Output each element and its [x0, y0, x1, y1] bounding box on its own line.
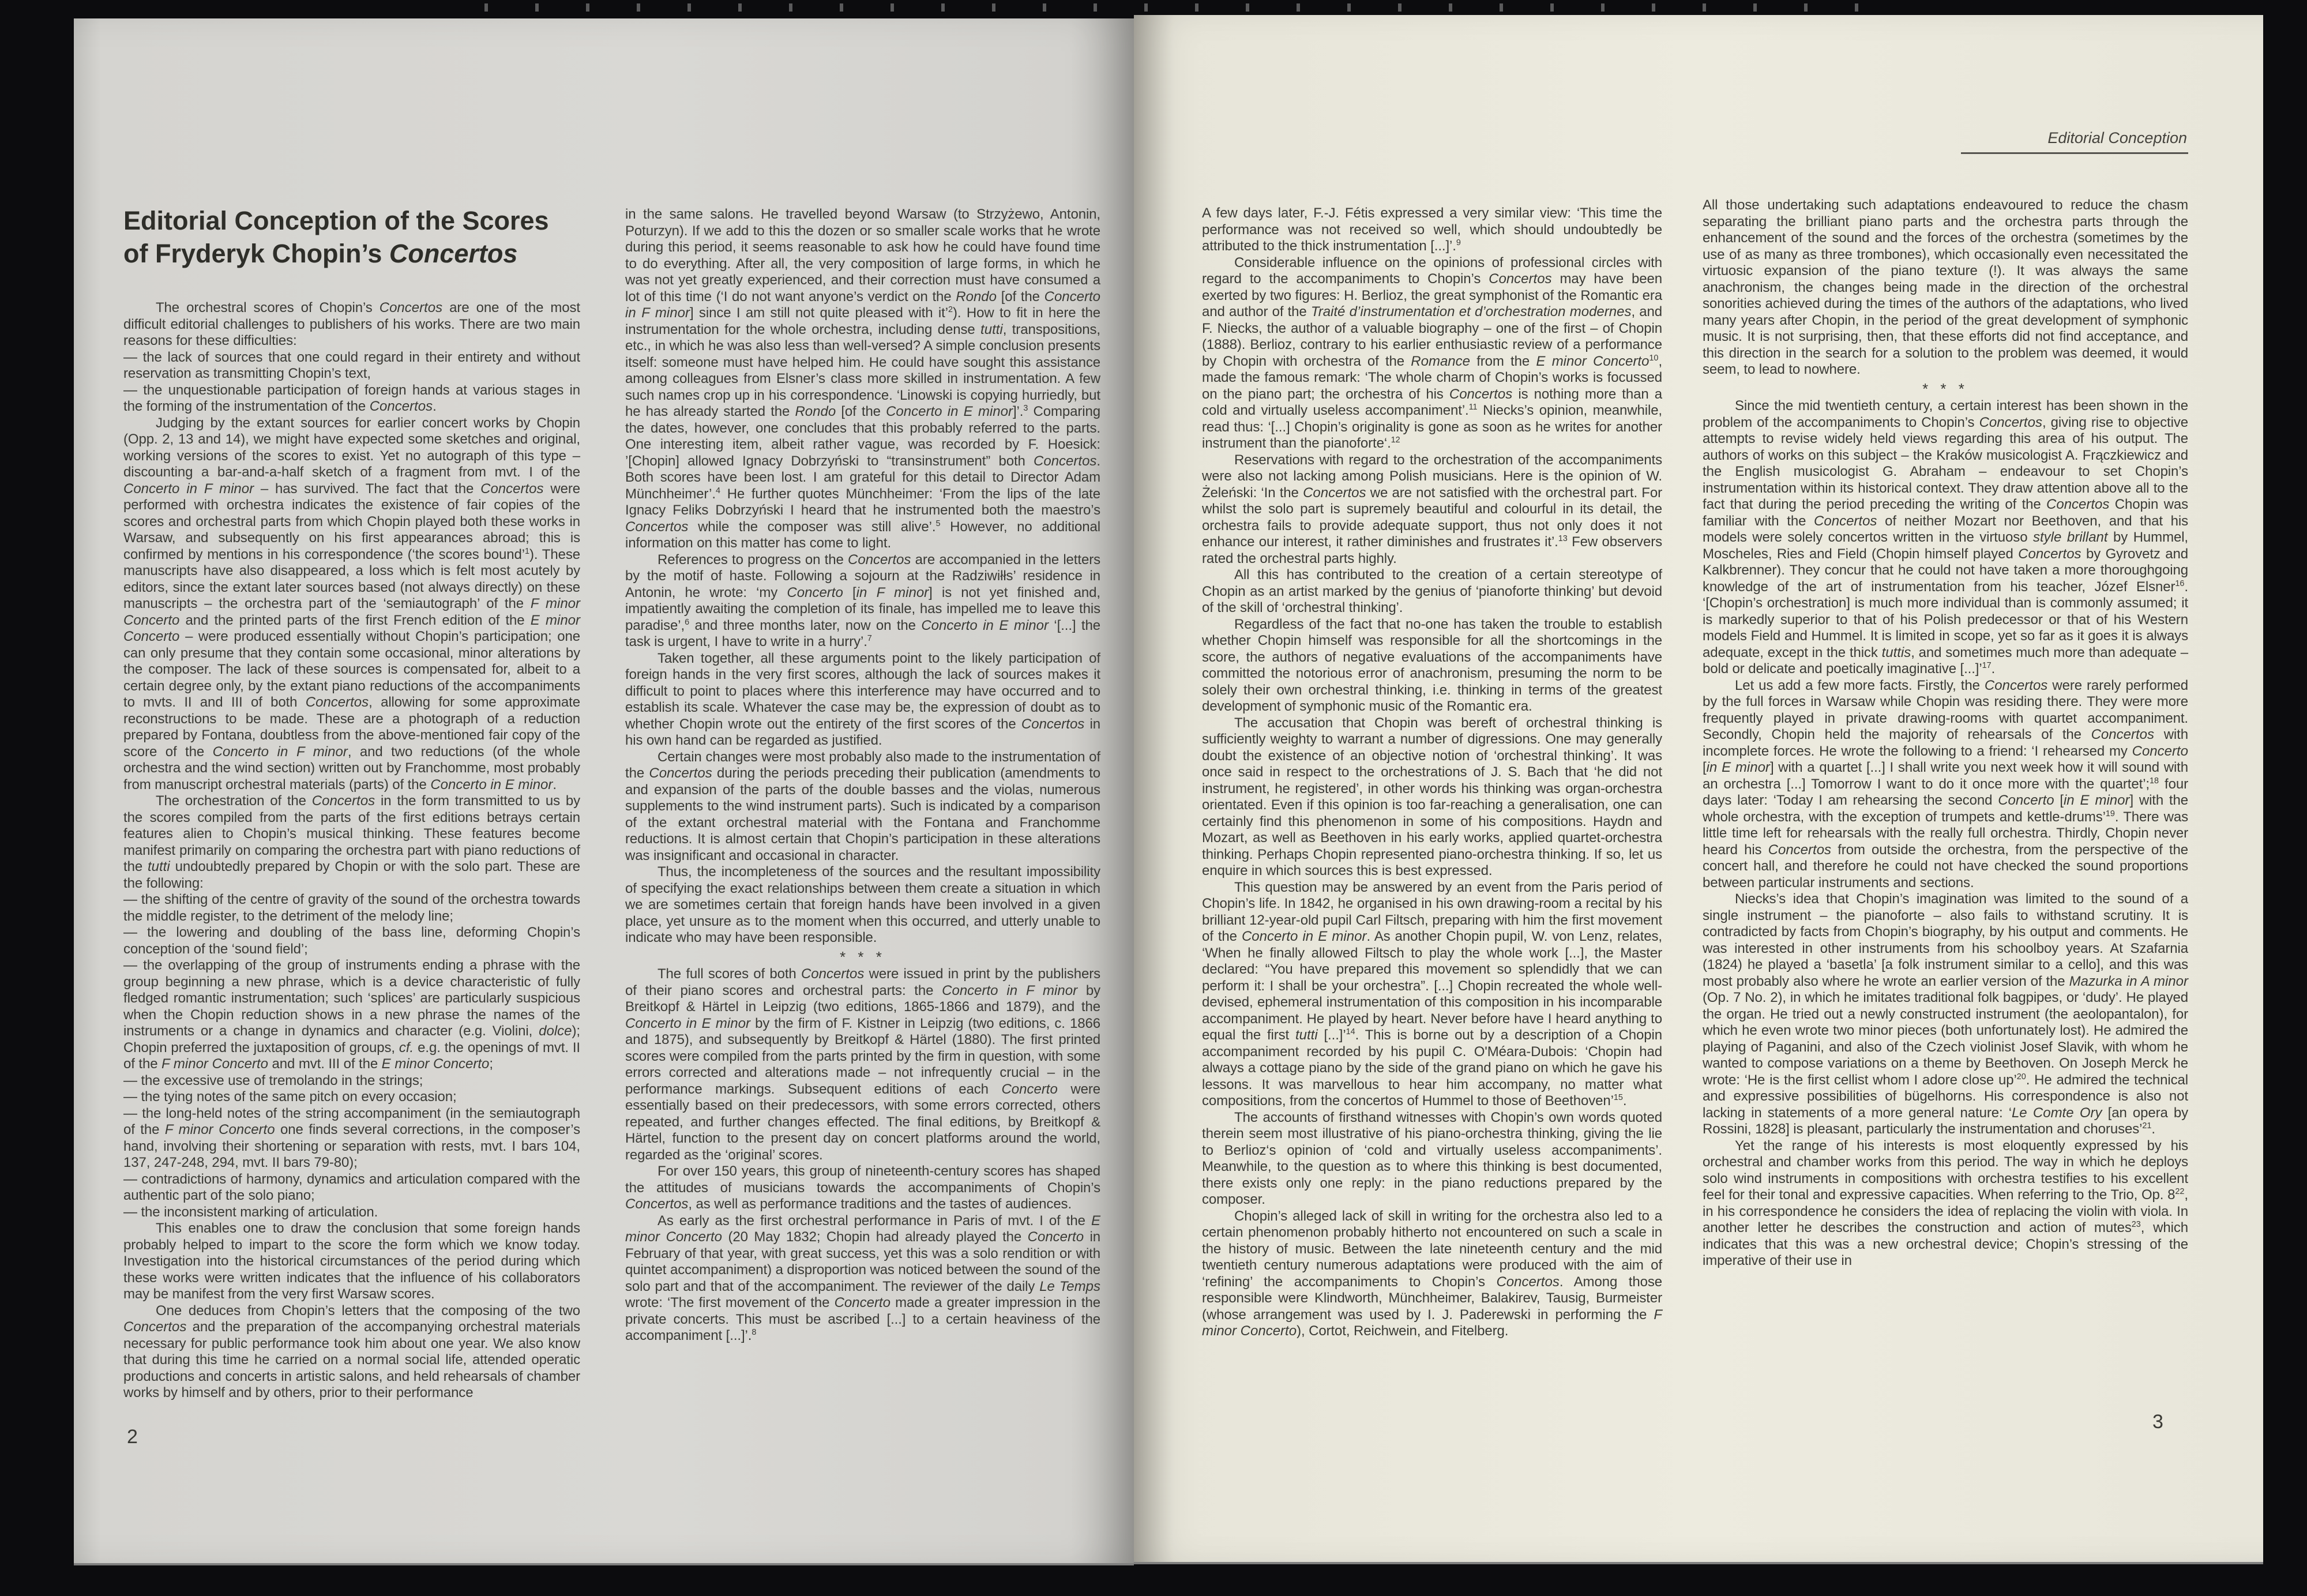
paragraph: Taken together, all these arguments point to the likely participation of foreign hands in the very first scores, although the lack of sources makes it difficult to point to places where this interference may have occurred and to establish its scale. Whatever the case may be, the expression of doubt as to whether Chopin wrote out the entirety of the first scores of the Concertos in his own hand can be regarded as justified.	[625, 650, 1100, 748]
running-header	[1961, 129, 2188, 154]
paragraph: — the inconsistent marking of articulation.	[123, 1204, 378, 1220]
paragraph: Let us add a few more facts. Firstly, the Concertos were rarely performed by the full forces in Warsaw while Chopin was residing there. They were more frequently played in private drawing-rooms with quartet accompaniment. Secondly, Chopin held the majority of rehearsals of the Concertos with incomplete forces. He wrote the following to a friend: ‘I rehearsed my Concerto [in E minor] with a quartet [...] I shall write you next week how it will sound with an orchestra [...] Tomorrow I want to do it once more with the quartet’;$^{18}$ four days later: ‘Today I am rehearsing the second Concerto [in E minor] with the whole orchestra, with the exception of trumpets and kettle-drums’$^{19}$. There was little time left for rehearsals with the really full orchestra. Thirdly, Chopin never heard his Concertos from outside the orchestra, from the perspective of the concert hall, and therefore he could not have checked the sound proportions between particular instruments and sections.	[1703, 677, 2188, 891]
paragraph: The accounts of firsthand witnesses with Chopin’s own words quoted therein seem most illustrative of his piano-orchestra thinking, giving the lie to Berlioz‘s opinion of ‘cold and virtually useless accompaniments’. Meanwhile, to the question as to where this thinking is best documented, there exists only one reply: in the piano reductions prepared by the composer.	[1202, 1109, 1662, 1207]
paragraph: — the lowering and doubling of the bass line, deforming Chopin’s conception of the ‘sound field’;	[123, 925, 580, 957]
right-page-column-1	[1202, 205, 1662, 1340]
paragraph: Judging by the extant sources for earlier concert works by Chopin (Opp. 2, 13 and 14), we might have expected some sketches and original, working versions of the scores to exist. Yet no autograph of this type – discounting a bar-and-a-half sketch of a fragment from mvt. I of the Concerto in F minor – has survived. The fact that the Concertos were performed with orchestra indicates the existence of fair copies of the scores and orchestral parts from which Chopin played both these works in Warsaw, and subsequently on his first appearances abroad; this is confirmed by mentions in his correspondence (‘the scores bound’$^1$). These manuscripts have also disappeared, a loss which is felt most acutely by editors, since the extant later sources based (not always directly) on these manuscripts – the orchestra part of the ‘semiautograph’ of the F minor Concerto and the printed parts of the first French edition of the E minor Concerto – were produced essentially without Chopin’s participation; one can only presume that they contain some occasional, minor alterations by the composer. The lack of these sources is compensated for, albeit to a certain degree only, by the extant piano reductions of the accompaniments to mvts. II and III of both Concertos, allowing for some approximate reconstructions to be made. These are a photograph of a reduction prepared by Fontana, doubtless from the above-mentioned fair copy of the score of the Concerto in F minor, and two reductions (of the whole orchestra and the wind section) written out by Franchomme, most probably from manuscript orchestral materials (parts) of the Concerto in E minor.	[123, 415, 580, 793]
paragraph: Regardless of the fact that no-one has taken the trouble to establish whether Chopin himself was responsible for all the shortcomings in the score, the authors of negative evaluations of the accompaniments have committed the notorious error of anachronism, presuming the norm to be solely their own orchestral thinking, i.e. thinking in terms of the greatest development of symphonic music of the Romantic era.	[1202, 616, 1662, 714]
left-page-column-2	[625, 206, 1100, 1345]
paragraph: All this has contributed to the creation of a certain stereotype of Chopin as an artist marked by the genius of ‘pianoforte thinking’ but devoid of the skill of ‘orchestral thinking’.	[1202, 567, 1662, 615]
paragraph: — the unquestionable participation of foreign hands at various stages in the forming of the instrumentation of the Concertos.	[123, 382, 580, 414]
registration-marks	[484, 3, 1886, 12]
paragraph: One deduces from Chopin’s letters that the composing of the two Concertos and the preparation of the accompanying orchestral materials necessary for public performance took him about one year. We also know that during this time he carried on a normal social life, attended operatic productions and concerts in artistic salons, and held rehearsals of chamber works by himself and by others, prior to their performance	[123, 1302, 580, 1400]
paragraph: All those undertaking such adaptations endeavoured to reduce the chasm separating the brilliant piano parts and the orchestra parts through the enhancement of the sound and the forces of the orchestra (sometimes by the use of as many as three trombones), which occasionally even necessitated the virtuosic expansion of the piano texture (!). It was always the same anachronism, the changes being made in the direction of the orchestral sonorities achieved during the times of the authors of the adaptations, who lived many years after Chopin, in the period of the great development of symphonic music. It is not surprising, then, that these efforts did not find acceptance, and this direction in the search for a solution to the problem was deemed, it would seem, to lead to nowhere.	[1703, 197, 2188, 377]
paragraph: — the shifting of the centre of gravity of the sound of the orchestra towards the middle register, to the detriment of the melody line;	[123, 892, 580, 924]
paragraph: As early as the first orchestral performance in Paris of mvt. I of the E minor Concerto (20 May 1832; Chopin had already played the Concerto in February of that year, with great success, yet this was a solo rendition or with quintet accompaniment) a disproportion was noticed between the sound of the solo part and that of the accompaniment. The reviewer of the daily Le Temps wrote: ‘The first movement of the Concerto made a greater impression in the private concerts. This must be ascribed [...] to a certain heaviness of the accompaniment [...]’.$^8$	[625, 1212, 1101, 1343]
paragraph: — the long-held notes of the string accompaniment (in the semiautograph of the F minor Concerto one finds several corrections, in the composer’s hand, involving their shortening or separation with rests, mvt. I bars 104, 137, 247-248, 294, mvt. II bars 79-80);	[123, 1105, 580, 1170]
paragraph: — the overlapping of the group of instruments ending a phrase with the group beginning a new phrase, which is a device characteristic of fully fledged romantic instrumentation; such ‘splices’ are particularly suspicious when the Chopin reduction shows in a new phrase the names of the instruments or a change in dynamics and character (e.g. Violini, dolce); Chopin preferred the juxtaposition of groups, cf. e.g. the openings of mvt. II of the F minor Concerto and mvt. III of the E minor Concerto;	[123, 957, 580, 1072]
paragraph: Certain changes were most probably also made to the instrumentation of the Concertos during the periods preceding their publication (amendments to and expansion of the parts of the double basses and the violas, numerous supplements to the wind instrument parts). Such is indicated by a comparison of the extant orchestral material with the Fontana and Franchomme reductions. It is almost certain that Chopin’s participation in these alterations was insignificant and occasional in character.	[625, 749, 1101, 863]
page-left	[74, 18, 1134, 1563]
paragraph: The full scores of both Concertos were issued in print by the publishers of their piano scores and orchestral parts: the Concerto in F minor by Breitkopf & Härtel in Leipzig (two editions, 1865-1866 and 1879), and the Concerto in E minor by the firm of F. Kistner in Leipzig (two editions, c. 1866 and 1875), and subsequently by Breitkopf & Härtel (1880). The first printed scores were compiled from the parts printed by the firm in question, with some errors corrected and alterations made – not infrequently crucial – in the performance markings. Subsequent editions of each Concerto were essentially based on their predecessors, with some errors corrected, others repeated, and further changes effected. The final editions, by Breitkopf & Härtel, function to the present day on concert platforms around the world, regarded as the ‘original’ scores.	[625, 966, 1101, 1163]
paragraph: This question may be answered by an event from the Paris period of Chopin’s life. In 1842, he organised in his own drawing-room a recital by his brilliant 12-year-old pupil Carl Filtsch, preparing with him the first movement of the Concerto in E minor. As another Chopin pupil, W. von Lenz, relates, ‘When he finally allowed Filtsch to play the whole work [...], the Master declared: “You have prepared this movement so splendidly that we can perform it: I shall be your orchestra”. [...] Chopin recreated the whole well-devised, ephemeral instrumentation of this composition in his incomparable accompaniment. He played by heart. Never before have I heard anything to equal the first tutti [...]’$^{14}$. This is borne out by a description of a Chopin accompaniment recorded by his pupil C. O'Méara-Dubois: ‘Chopin had always a cottage piano by the side of the grand piano on which he gave his lessons. It was marvellous to hear him accompany, no matter what compositions, from the concertos of Hummel to those of Beethoven’$^{15}$.	[1202, 879, 1663, 1109]
paragraph: References to progress on the Concertos are accompanied in the letters by the motif of haste. Following a sojourn at the Radziwiłłs’ residence in Antonin, he wrote: ‘my Concerto [in F minor] is not yet finished and, impatiently awaiting the completion of its finale, has impelled me to leave this paradise’,$^6$ and three months later, now on the Concerto in E minor ‘[...] the task is urgent, I have to write in a hurry’.$^7$	[625, 551, 1100, 649]
paragraph: — the tying notes of the same pitch on every occasion;	[123, 1089, 457, 1105]
paragraph: Considerable influence on the opinions of professional circles with regard to the accompaniments to Chopin’s Concertos may have been exerted by two figures: H. Berlioz, the great symphonist of the Romantic era and author of the Traité d’instrumentation et d’orchestration modernes, and F. Niecks, the author of a valuable biography – one of the first – of Chopin (1888). Berlioz, contrary to his earlier enthusiastic review of a performance by Chopin with orchestra of the Romance from the E minor Concerto$^{10}$, made the famous remark: ‘The whole charm of Chopin’s works is focussed on the piano part; the orchestra of his Concertos is nothing more than a cold and virtually useless accompaniment’.$^{11}$ Niecks’s opinion, meanwhile, read thus: ‘[...] Chopin’s originality is gone as soon as he writes for another instrument than the pianoforte‘.$^{12}$	[1202, 254, 1663, 451]
paragraph: Thus, the incompleteness of the sources and the resultant impossibility of specifying the exact relationships between them create a situation in which we are sometimes certain that foreign hands have been involved in a given place, yet unsure as to the moment when this occurred, and utterly unable to indicate who may have been responsible.	[625, 864, 1100, 945]
page-number-left: 2	[127, 1426, 138, 1448]
paragraph: A few days later, F.-J. Fétis expressed a very similar view: ‘This time the performance was not received so well, which should undoubtedly be attributed to the thick instrumentation [...]’.$^9$	[1202, 205, 1662, 254]
paragraph: in the same salons. He travelled beyond Warsaw (to Strzyżewo, Antonin, Poturzyn). If we add to this the dozen or so smaller scale works that he wrote during this period, it seems reasonable to ask how he could have found time to do everything. After all, the very composition of large forms, in which he was not yet greatly experienced, and their correction must have consumed a lot of this time (‘I do not want anyone’s verdict on the Rondo [of the Concerto in F minor] since I am still not quite pleased with it’$^2$). How to fit in here the instrumentation for the whole orchestra, including dense tutti, transpositions, etc., in which he was also less than well-versed? A simple conclusion presents itself: someone must have helped him. He could have sought this assistance among colleagues from Elsner’s class more skilled in instrumentation. A few such names crop up in his correspondence. ‘Linowski is copying hurriedly, but he has already started the Rondo [of the Concerto in E minor]’.$^3$ Comparing the dates, however, one concludes that this probably referred to the parts. One interesting item, albeit rather vague, was recorded by F. Hoesick: ’[Chopin] allowed Ignacy Dobrzyński to “transinstrument” both Concertos. Both scores have been lost. I am grateful for this detail to Director Adam Münchheimer’.$^4$ He further quotes Münchheimer: ‘From the lips of the late Ignacy Feliks Dobrzyński I heard that he instrumented both the maestro’s Concertos while the composer was still alive’.$^5$ However, no additional information on this matter has come to light.	[625, 206, 1101, 551]
paragraph: Reservations with regard to the orchestration of the accompaniments were also not lacking among Polish musicians. Here is the opinion of W. Żeleński: ‘In the Concertos we are not satisfied with the orchestral part. For whilst the solo part is supremely beautiful and colourful in its detail, the orchestra fails to provide adequate support, thus not only does it not enhance our interest, it rather diminishes and frustrates it’.$^{13}$ Few observers rated the orchestral parts highly.	[1202, 452, 1662, 566]
paragraph: — the lack of sources that one could regard in their entirety and without reservation as transmitting Chopin’s text,	[123, 349, 580, 381]
page-right	[1134, 15, 2263, 1562]
page-number-right: 3	[2152, 1411, 2163, 1433]
text-block	[123, 300, 580, 1402]
paragraph: For over 150 years, this group of nineteenth-century scores has shaped the attitudes of musicians towards the accompaniments of Chopin’s Concertos, as well as performance traditions and the tastes of audiences.	[625, 1163, 1100, 1212]
left-page-column-1	[123, 204, 580, 1402]
section-separator: * * *	[840, 948, 886, 966]
paragraph: Yet the range of his interests is most eloquently expressed by his orchestral and chamber works from this period. The way in which he deploys solo wind instruments in compositions with orchestra testifies to his excellent feel for their tonal and expressive capacities. When referring to the Trio, Op. $8^{22}$, in his correspondence he considers the idea of replacing the violin with viola. In another letter he describes the construction and action of mutes$^{23}$, which indicates that this was a new orchestral device; Chopin’s stressing of the imperative of their use in	[1703, 1137, 2188, 1268]
right-page-column-2	[1703, 197, 2188, 1270]
paragraph: The orchestration of the Concertos in the form transmitted to us by the scores compiled from the parts of the first editions betrays certain features alien to Chopin’s musical thinking. These features become manifest primarily on comparing the orchestra part with piano reductions of the tutti undoubtedly prepared by Chopin or with the solo part. These are the following:	[123, 793, 581, 891]
section-separator: * * *	[1922, 380, 1968, 397]
article-title	[123, 204, 580, 270]
running-header-text: Editorial Conception	[2047, 129, 2187, 147]
paragraph: The orchestral scores of Chopin’s Concertos are one of the most difficult editorial challenges to publishers of his works. There are two main reasons for these difficulties:	[123, 300, 580, 348]
article-title-line1: Editorial Conception of the Scores	[123, 206, 549, 235]
paragraph: — contradictions of harmony, dynamics and articulation compared with the authentic part of the solo piano;	[123, 1171, 580, 1203]
paragraph: Niecks’s idea that Chopin’s imagination was limited to the sound of a single instrument – the pianoforte – also fails to withstand scrutiny. It is contradicted by facts from Chopin’s biography, by his output and comments. He was interested in other instruments from his schoolboy years. At Szafarnia (1824) he played a ‘basetla’ [a folk instrument similar to a cello], and this was most probably also where he wrote an earlier version of the Mazurka in A minor (Op. 7 No. 2), in which he imitates traditional folk bagpipes, or ‘dudy’. He played the organ. He tried out a newly constructed instrument (the aeolopantalon), for which he even wrote two minor pieces (both unfortunately lost). He admired the playing of Paganini, and also of the Czech violinist Josef Slavik, with whom he wanted to compose variations on a theme by Beethoven. On Joseph Merck he wrote: ‘He is the first cellist whom I adore close up’$^{20}$. He admired the technical and expressive possibilities of bügelhorns. His correspondence is also not lacking in statements of a more general nature: ‘Le Comte Ory [an opera by Rossini, 1828] is pleasant, particularly the instrumentation and choruses’$^{21}$.	[1703, 891, 2188, 1137]
article-title-line2: of Fryderyk Chopin’s Concertos	[123, 239, 518, 268]
paragraph: The accusation that Chopin was bereft of orchestral thinking is sufficiently weighty to warrant a number of digressions. One may generally doubt the existence of an objective notion of ‘orchestral thinking’. It was once said in respect to the orchestrations of J. S. Bach that ‘he did not instrument, he registered’, in other words his thinking was organ-orchestra orientated. Even if this opinion is too far-reaching a generalisation, one can certainly find this phenomenon in some of his compositions. Haydn and Mozart, as well as Beethoven in his early works, applied quartet-orchestra thinking. Perhaps Chopin represented piano-orchestra thinking. If so, let us enquire in which sources this is best expressed.	[1202, 715, 1662, 878]
paragraph: Since the mid twentieth century, a certain interest has been shown in the problem of the accompaniments to Chopin’s Concertos, giving rise to objective attempts to revise widely held views regarding this area of his output. The authors of works on this subject – the Kraków musicologist A. Frączkiewicz and the English musicologist G. Abraham – endeavour to set Chopin’s instrumentation within its historical context. They draw attention above all to the fact that during the period preceding the writing of the Concertos Chopin was familiar with the Concertos of neither Mozart nor Beethoven, and that his models were solely concertos written in the virtuoso style brillant by Hummel, Moscheles, Ries and Field (Chopin himself played Concertos by Gyrovetz and Kalkbrenner). They concur that he could not have taken a more thoroughgoing knowledge of the art of instrumentation from his teacher, Józef Elsner$^{16}$. ‘[Chopin’s orchestration] is much more individual than is commonly assumed; it is markedly superior to that of his Polish predecessor or that of his Western models Field and Hummel. It is limited in scope, yet so far as it goes it is always adequate, except in the thick tuttis, and sometimes much more than adequate – bold or delicate and poetically imaginative [...]’$^{17}$.	[1703, 398, 2189, 677]
paragraph: Chopin’s alleged lack of skill in writing for the orchestra also led to a certain phenomenon probably hitherto not encountered on such a scale in the history of music. Between the late nineteenth century and the mid twentieth century numerous adaptations were produced with the aim of ‘refining’ the accompaniments to Chopin’s Concertos. Among those responsible were Klindworth, Münchheimer, Balakirev, Tausig, Burmeister (whose arrangement was used by I. J. Paderewski in performing the F minor Concerto), Cortot, Reichwein, and Fitelberg.	[1202, 1208, 1662, 1339]
paragraph: — the excessive use of tremolando in the strings;	[123, 1072, 423, 1088]
paragraph: This enables one to draw the conclusion that some foreign hands probably helped to impart to the score the form which we know today. Investigation into the historical circumstances of the period during which these works were written indicates that the influence of his collaborators may be manifest from the very first Warsaw scores.	[123, 1221, 580, 1302]
